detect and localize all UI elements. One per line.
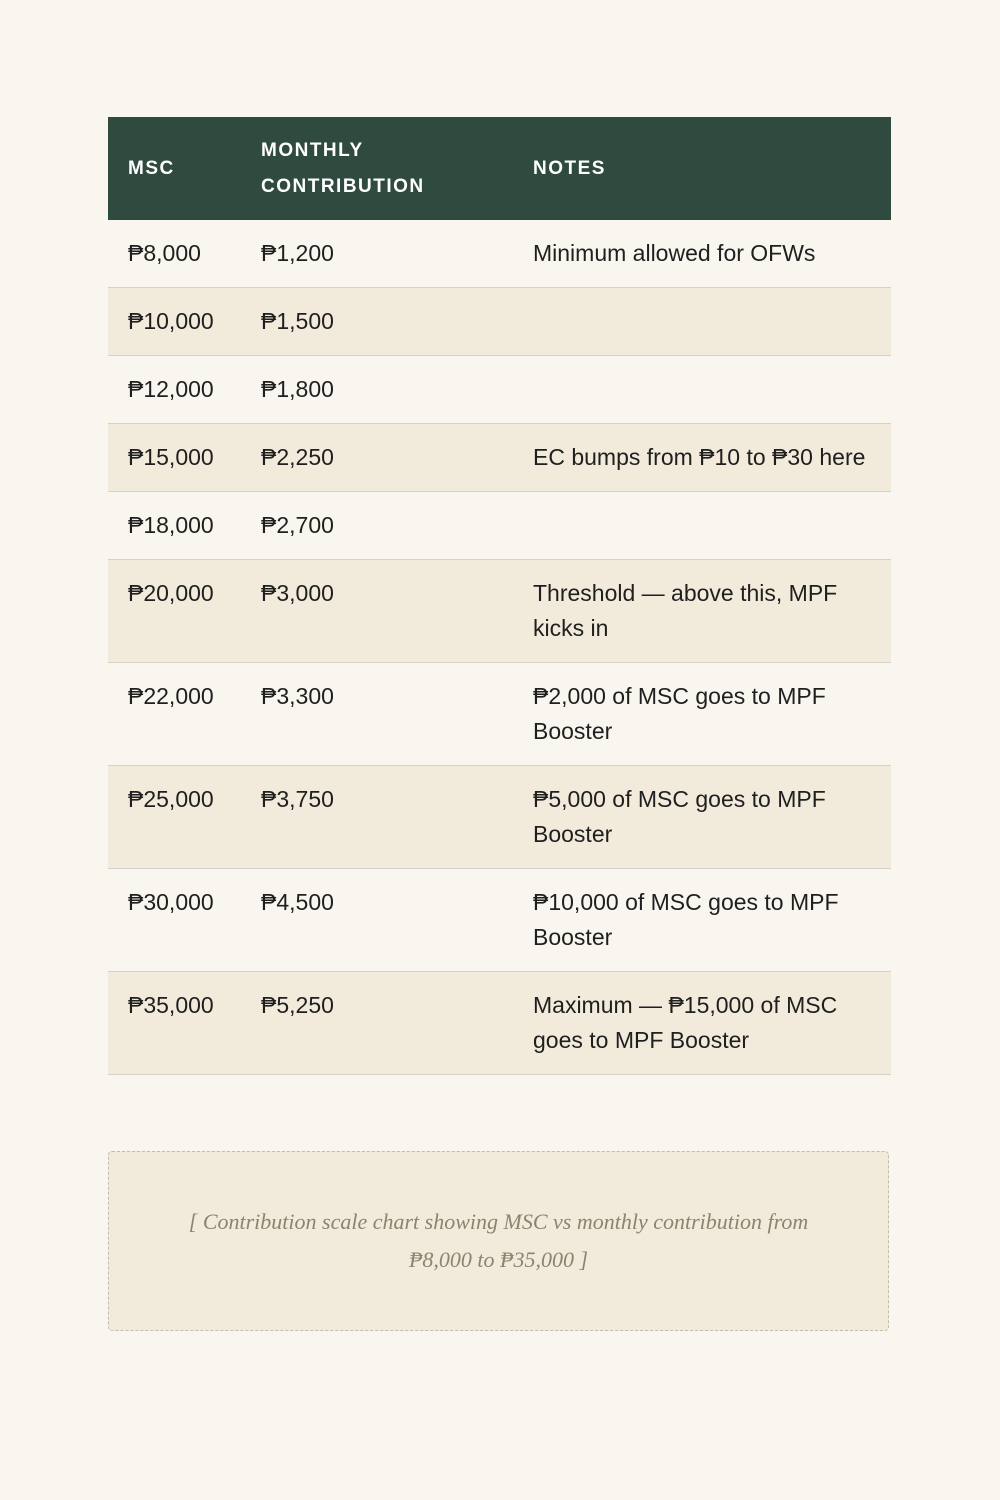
table-body <box>108 220 891 1075</box>
contribution-table-container <box>108 117 891 1075</box>
cell-contribution: ₱1,500 <box>241 288 513 356</box>
cell-notes <box>513 492 891 560</box>
header-msc <box>108 117 241 220</box>
cell-msc: ₱8,000 <box>108 220 241 288</box>
table-header-row <box>108 117 891 220</box>
cell-msc: ₱10,000 <box>108 288 241 356</box>
table-header <box>108 117 891 220</box>
header-msc-label: MSC <box>128 157 175 179</box>
cell-msc: ₱22,000 <box>108 663 241 766</box>
cell-notes <box>513 288 891 356</box>
table-row <box>108 424 891 492</box>
cell-notes: EC bumps from ₱10 to ₱30 here <box>513 424 891 492</box>
cell-contribution: ₱3,000 <box>241 560 513 663</box>
cell-contribution: ₱2,250 <box>241 424 513 492</box>
table-row <box>108 766 891 869</box>
table-row <box>108 869 891 972</box>
contribution-table <box>108 117 891 1075</box>
header-monthly-line2: CONTRIBUTION <box>261 175 425 197</box>
cell-msc: ₱25,000 <box>108 766 241 869</box>
header-notes <box>513 117 891 220</box>
header-monthly-line1: MONTHLY <box>261 139 364 161</box>
cell-contribution: ₱5,250 <box>241 972 513 1075</box>
table-row <box>108 220 891 288</box>
cell-notes: Threshold — above this, MPF kicks in <box>513 560 891 663</box>
cell-msc: ₱12,000 <box>108 356 241 424</box>
cell-contribution: ₱3,750 <box>241 766 513 869</box>
cell-msc: ₱35,000 <box>108 972 241 1075</box>
cell-notes: ₱2,000 of MSC goes to MPF Booster <box>513 663 891 766</box>
cell-contribution: ₱2,700 <box>241 492 513 560</box>
cell-msc: ₱15,000 <box>108 424 241 492</box>
chart-placeholder <box>108 1151 889 1331</box>
table-row <box>108 356 891 424</box>
cell-contribution: ₱3,300 <box>241 663 513 766</box>
cell-notes: Minimum allowed for OFWs <box>513 220 891 288</box>
table-row <box>108 288 891 356</box>
cell-contribution: ₱1,200 <box>241 220 513 288</box>
cell-contribution: ₱1,800 <box>241 356 513 424</box>
table-row <box>108 560 891 663</box>
cell-notes: ₱5,000 of MSC goes to MPF Booster <box>513 766 891 869</box>
cell-notes: Maximum — ₱15,000 of MSC goes to MPF Booster <box>513 972 891 1075</box>
header-monthly-contribution <box>241 117 513 220</box>
header-notes-label: NOTES <box>533 157 606 179</box>
table-row <box>108 972 891 1075</box>
chart-placeholder-text: [ Contribution scale chart showing MSC vs monthly contribution from ₱8,000 to ₱35,000 ] <box>188 1209 809 1272</box>
cell-notes <box>513 356 891 424</box>
cell-msc: ₱18,000 <box>108 492 241 560</box>
cell-contribution: ₱4,500 <box>241 869 513 972</box>
table-row <box>108 492 891 560</box>
cell-msc: ₱30,000 <box>108 869 241 972</box>
table-row <box>108 663 891 766</box>
cell-msc: ₱20,000 <box>108 560 241 663</box>
cell-notes: ₱10,000 of MSC goes to MPF Booster <box>513 869 891 972</box>
